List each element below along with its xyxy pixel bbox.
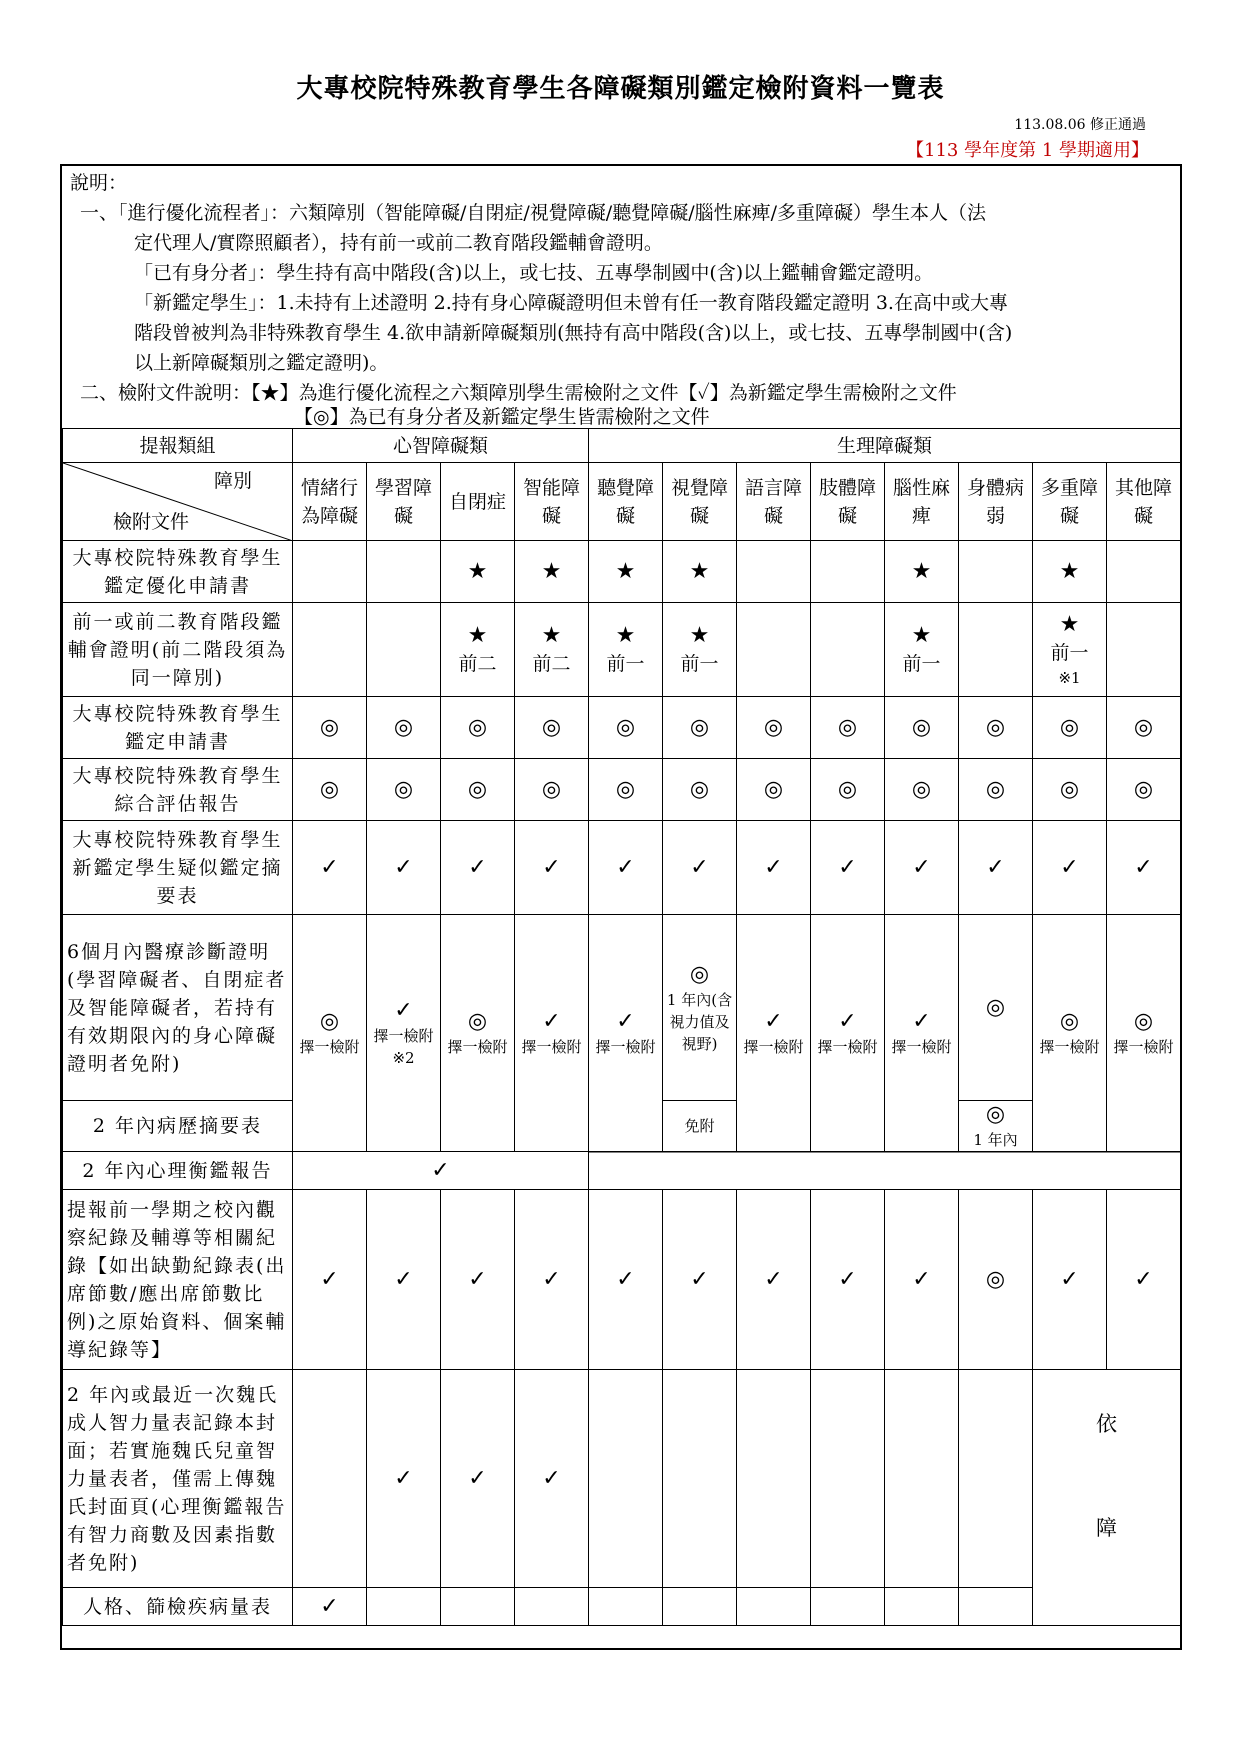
check-mark: ✓ bbox=[663, 821, 737, 915]
circle-mark: ◎ bbox=[1033, 697, 1107, 759]
document-frame bbox=[60, 164, 1182, 1650]
intro-heading: 說明： bbox=[70, 172, 128, 194]
row-label: 2 年內或最近一次魏氏成人智力量表記錄本封面；若實施魏氏兒童智力量表者，僅需上傳魏氏封面頁(心理衡鑑報告有智力商數及因素指數者免附) bbox=[63, 1370, 293, 1588]
circle-mark: ◎ bbox=[737, 759, 811, 821]
check-mark: ✓ bbox=[764, 1009, 783, 1034]
col-header: 視覺障礙 bbox=[663, 463, 737, 541]
row-label: 2 年內心理衡鑑報告 bbox=[63, 1152, 293, 1190]
check-mark: ✓ bbox=[441, 821, 515, 915]
choose-note: 擇一檢附 bbox=[521, 1038, 582, 1056]
intro-line-4: 「新鑑定學生」：1.未持有上述證明 2.持有身心障礙證明但未曾有任一教育階段鑑定證明 3.在高中或大專 bbox=[134, 292, 1008, 314]
continued-text-1: 依 bbox=[1096, 1412, 1118, 1436]
type-label: 障別 bbox=[213, 470, 252, 492]
check-mark: ✓ bbox=[515, 821, 589, 915]
check-mark: ✓ bbox=[542, 1009, 561, 1034]
circle-mark: ◎ bbox=[689, 961, 710, 987]
check-mark: ✓ bbox=[367, 821, 441, 915]
circle-mark: ◎ bbox=[737, 697, 811, 759]
choose-note: 擇一檢附 bbox=[595, 1038, 656, 1056]
col-header: 自閉症 bbox=[441, 463, 515, 541]
check-mark: ✓ bbox=[293, 821, 367, 915]
circle-mark: ◎ bbox=[367, 697, 441, 759]
check-mark: ✓ bbox=[838, 1009, 857, 1034]
check-mark: ✓ bbox=[293, 1190, 367, 1370]
check-mark: ✓ bbox=[293, 1152, 589, 1190]
circle-mark: ◎ bbox=[811, 697, 885, 759]
circle-mark: ◎ bbox=[293, 759, 367, 821]
circle-mark: ◎ bbox=[959, 1190, 1033, 1370]
group-header: 提報類組 bbox=[63, 429, 293, 463]
circle-mark: ◎ bbox=[367, 759, 441, 821]
docs-label: 檢附文件 bbox=[113, 511, 190, 533]
circle-mark: ◎ bbox=[515, 759, 589, 821]
check-mark: ✓ bbox=[1107, 1190, 1181, 1370]
circle-mark: ◎ bbox=[1107, 697, 1181, 759]
check-mark: ✓ bbox=[367, 1190, 441, 1370]
star-mark: ★ bbox=[541, 622, 562, 648]
requirements-table bbox=[62, 428, 1181, 1626]
na-cell bbox=[589, 1152, 1181, 1190]
col-header: 其他障礙 bbox=[1107, 463, 1181, 541]
star-mark: ★ bbox=[515, 541, 589, 603]
intro-line-1: 一、「進行優化流程者」：六類障別（智能障礙/自閉症/視覺障礙/聽覺障礙/腦性麻痺/多重障礙）學生本人（法 bbox=[80, 202, 987, 224]
table-row bbox=[63, 541, 1181, 603]
table-row bbox=[63, 1152, 1181, 1190]
circle-mark: ◎ bbox=[959, 759, 1033, 821]
check-mark: ✓ bbox=[441, 1370, 515, 1588]
continued-text-2: 障 bbox=[1096, 1516, 1118, 1540]
table-row bbox=[63, 603, 1181, 697]
circle-mark: ◎ bbox=[515, 697, 589, 759]
row-label: 2 年內病歷摘要表 bbox=[63, 1101, 293, 1152]
circle-mark: ◎ bbox=[441, 697, 515, 759]
col-header: 多重障礙 bbox=[1033, 463, 1107, 541]
choose-note: 擇一檢附 bbox=[1113, 1038, 1174, 1056]
na-diagonal bbox=[589, 1152, 1181, 1190]
circle-mark: ◎ bbox=[1107, 759, 1181, 821]
vision-note: 1 年內(含視力值及視野) bbox=[666, 990, 733, 1053]
check-mark: ✓ bbox=[293, 1588, 367, 1626]
row-label: 人格、篩檢疾病量表 bbox=[63, 1588, 293, 1626]
row-label: 大專校院特殊教育學生鑑定申請書 bbox=[63, 697, 293, 759]
row-label: 提報前一學期之校內觀察紀錄及輔導等相關紀錄【如出缺勤紀錄表(出席節數/應出席節數比例)之原始資料、個案輔導紀錄等】 bbox=[63, 1190, 293, 1370]
table-row bbox=[63, 1588, 1181, 1626]
table-row bbox=[63, 821, 1181, 915]
col-header: 智能障礙 bbox=[515, 463, 589, 541]
choose-note: 擇一檢附 bbox=[447, 1038, 508, 1056]
choose-note: 擇一檢附 bbox=[299, 1038, 360, 1056]
circle-mark: ◎ bbox=[467, 1009, 488, 1034]
circle-mark: ◎ bbox=[589, 759, 663, 821]
col-header: 語言障礙 bbox=[737, 463, 811, 541]
check-mark: ✓ bbox=[589, 821, 663, 915]
circle-mark: ◎ bbox=[663, 697, 737, 759]
semester-note: 【113 學年度第 1 學期適用】 bbox=[906, 140, 1149, 161]
intro-line-3: 「已有身分者」：學生持有高中階段(含)以上，或七技、五專學制國中(含)以上鑑輔會鑑定證明。 bbox=[134, 262, 934, 284]
check-mark: ✓ bbox=[959, 821, 1033, 915]
intro-line-8: 【◎】為已有身分者及新鑑定學生皆需檢附之文件 bbox=[294, 406, 710, 428]
star-mark: ★ bbox=[663, 541, 737, 603]
star-mark: ★ bbox=[1033, 541, 1107, 603]
col-header: 肢體障礙 bbox=[811, 463, 885, 541]
choose-note: 擇一檢附 bbox=[817, 1038, 878, 1056]
table-row bbox=[63, 1190, 1181, 1370]
circle-mark: ◎ bbox=[959, 697, 1033, 759]
table-row bbox=[63, 697, 1181, 759]
check-mark: ✓ bbox=[394, 998, 413, 1023]
page-title: 大專校院特殊教育學生各障礙類別鑑定檢附資料一覽表 bbox=[296, 74, 945, 104]
check-mark: ✓ bbox=[515, 1370, 589, 1588]
star-mark: ★ bbox=[689, 622, 710, 648]
check-mark: ✓ bbox=[737, 1190, 811, 1370]
star-mark: ★ bbox=[589, 541, 663, 603]
circle-mark: ◎ bbox=[319, 1009, 340, 1034]
star-mark: ★ bbox=[911, 622, 932, 648]
intro-line-2: 定代理人/實際照顧者），持有前一或前二教育階段鑑輔會證明。 bbox=[134, 232, 663, 254]
check-mark: ✓ bbox=[912, 1009, 931, 1034]
check-mark: ✓ bbox=[515, 1190, 589, 1370]
check-mark: ✓ bbox=[589, 1190, 663, 1370]
table-row bbox=[63, 1370, 1181, 1588]
circle-mark: ◎ bbox=[959, 915, 1033, 1101]
footnote-mark: ※2 bbox=[392, 1049, 415, 1067]
check-mark: ✓ bbox=[1033, 821, 1107, 915]
row-label: 前一或前二教育階段鑑輔會證明(前二階段須為同一障別) bbox=[63, 603, 293, 697]
footnote-mark: ※1 bbox=[1058, 668, 1081, 687]
star-mark: ★ bbox=[885, 541, 959, 603]
exempt-note: 免附 bbox=[663, 1101, 737, 1152]
row-label: 6個月內醫療診斷證明(學習障礙者、自閉症者及智能障礙者，若持有有效期限內的身心障礙證明者免附) bbox=[63, 915, 293, 1101]
physical-header: 生理障礙類 bbox=[589, 429, 1181, 463]
circle-mark: ◎ bbox=[1133, 1009, 1154, 1034]
star-mark: ★ bbox=[467, 622, 488, 648]
table-row bbox=[63, 463, 1181, 541]
check-mark: ✓ bbox=[811, 821, 885, 915]
circle-mark: ◎ bbox=[885, 697, 959, 759]
circle-mark: ◎ bbox=[441, 759, 515, 821]
check-mark: ✓ bbox=[885, 821, 959, 915]
circle-mark: ◎ bbox=[1059, 1009, 1080, 1034]
star-mark: ★ bbox=[615, 622, 636, 648]
check-mark: ✓ bbox=[663, 1190, 737, 1370]
row-label: 大專校院特殊教育學生新鑑定學生疑似鑑定摘要表 bbox=[63, 821, 293, 915]
circle-mark: ◎ bbox=[589, 697, 663, 759]
col-header: 腦性麻痺 bbox=[885, 463, 959, 541]
choose-note: 擇一檢附 bbox=[1039, 1038, 1100, 1056]
intro-section bbox=[62, 166, 1180, 428]
circle-mark: ◎ bbox=[293, 697, 367, 759]
diagonal-header bbox=[63, 463, 293, 541]
intro-line-6: 以上新障礙類別之鑑定證明)。 bbox=[134, 352, 389, 374]
circle-mark: ◎ bbox=[811, 759, 885, 821]
check-mark: ✓ bbox=[811, 1190, 885, 1370]
star-mark: ★ bbox=[441, 541, 515, 603]
stage-note: 前一 bbox=[606, 652, 645, 675]
stage-note: 前一 bbox=[680, 652, 719, 675]
stage-note: 前二 bbox=[532, 652, 571, 675]
col-header: 聽覺障礙 bbox=[589, 463, 663, 541]
intro-line-5: 階段曾被判為非特殊教育學生 4.欲申請新障礙類別(無持有高中階段(含)以上，或七技、五專學制國中(含) bbox=[134, 322, 1013, 344]
stage-note: 前一 bbox=[1050, 641, 1089, 664]
circle-mark: ◎ bbox=[985, 1102, 1006, 1127]
revision-note: 113.08.06 修正通過 bbox=[1014, 117, 1146, 133]
check-mark: ✓ bbox=[441, 1190, 515, 1370]
circle-mark: ◎ bbox=[885, 759, 959, 821]
col-header: 身體病弱 bbox=[959, 463, 1033, 541]
star-mark: ★ bbox=[1059, 611, 1080, 637]
col-header: 情緒行為障礙 bbox=[293, 463, 367, 541]
circle-mark: ◎ bbox=[1033, 759, 1107, 821]
table-row bbox=[63, 429, 1181, 463]
check-mark: ✓ bbox=[1107, 821, 1181, 915]
row-label: 大專校院特殊教育學生鑑定優化申請書 bbox=[63, 541, 293, 603]
check-mark: ✓ bbox=[616, 1009, 635, 1034]
circle-mark: ◎ bbox=[663, 759, 737, 821]
intro-line-7: 二、檢附文件說明：【★】為進行優化流程之六類障別學生需檢附之文件【✓】為新鑑定學生需檢附之文件 bbox=[80, 382, 957, 404]
choose-note: 擇一檢附 bbox=[373, 1027, 434, 1045]
col-header: 學習障礙 bbox=[367, 463, 441, 541]
stage-note: 前二 bbox=[458, 652, 497, 675]
row-label: 大專校院特殊教育學生綜合評估報告 bbox=[63, 759, 293, 821]
mental-header: 心智障礙類 bbox=[293, 429, 589, 463]
check-mark: ✓ bbox=[367, 1370, 441, 1588]
continued-note bbox=[1033, 1370, 1181, 1626]
check-mark: ✓ bbox=[737, 821, 811, 915]
table-row bbox=[63, 759, 1181, 821]
check-mark: ✓ bbox=[885, 1190, 959, 1370]
stage-note: 前一 bbox=[902, 652, 941, 675]
check-mark: ✓ bbox=[1033, 1190, 1107, 1370]
oneyear-note: 1 年內 bbox=[973, 1131, 1018, 1149]
choose-note: 擇一檢附 bbox=[891, 1038, 952, 1056]
table-row bbox=[63, 915, 1181, 1101]
choose-note: 擇一檢附 bbox=[743, 1038, 804, 1056]
